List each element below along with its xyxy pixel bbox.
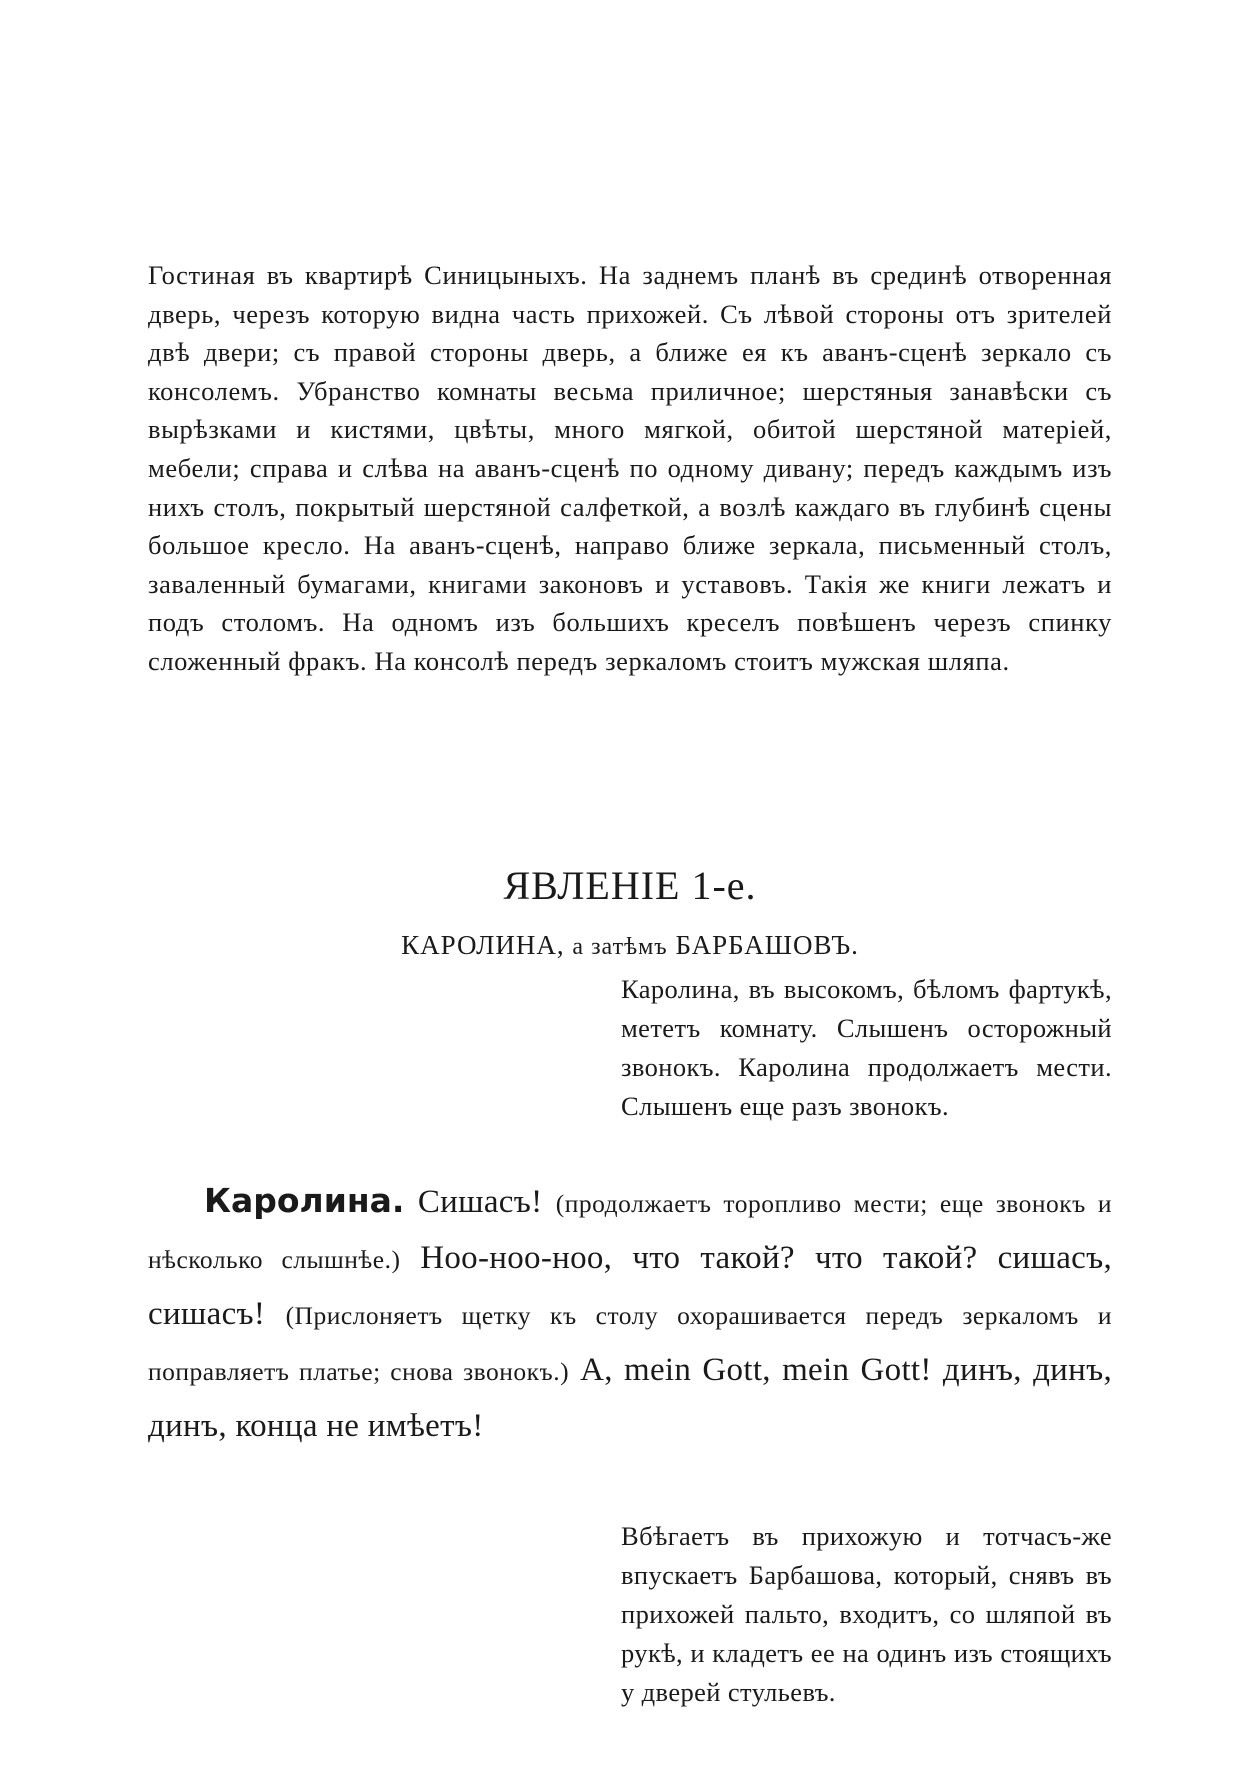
stage-direction: Гостиная въ квартирѣ Синицыныхъ. На заднемъ планѣ въ срединѣ отворенная дверь, черезъ которую видна часть прихожей. Съ лѣвой стороны отъ зрителей двѣ двери; съ правой стороны дверь, а ближе ея къ аванъ-сценѣ зеркало съ консолемъ. Убранство комнаты весьма приличное; шерстяныя занавѣски съ вырѣзками и кистями, цвѣты, много мягкой, обитой шерстяной матеріей, мебели; справа и слѣва на аванъ-сценѣ по одному дивану; передъ каждымъ изъ нихъ столъ, покрытый шерстяной салфеткой, а возлѣ каждаго въ глубинѣ сцены большое кресло. На аванъ-сценѣ, направо ближе зеркала, письменный столъ, заваленный бумагами, книгами законовъ и уставовъ. Такія же книги лежатъ и подъ столомъ. На одномъ изъ большихъ креселъ повѣшенъ черезъ спинку сложенный фракъ. На консолѣ передъ зеркаломъ стоитъ мужская шляпа. [148,260,1112,676]
character-barbashov: БАРБАШОВЪ. [675,930,859,960]
scene-title: ЯВЛЕНІЕ 1-е. [503,863,757,908]
speech-line-2: Ноо-ноо-ноо, что такой? что такой? сишасъ, сишасъ! [148,1240,1112,1332]
speech-direction-1: (продолжаетъ торопливо мести; еще звонокъ и нѣсколько слышнѣе.) [148,1189,1113,1274]
aside-direction-2: Вбѣгаетъ въ прихожую и тотчасъ-же впускаетъ Барбашова, который, снявъ въ прихожей пальто, входитъ, со шляпой въ рукѣ, и кладетъ ее на одинъ изъ стоящихъ у дверей стульевъ. [621,1521,1112,1707]
aside-direction-1: Каролина, въ высокомъ, бѣломъ фартукѣ, мететъ комнату. Слышенъ осторожный звонокъ. Каролина продолжаетъ мести. Слышенъ еще разъ звонокъ. [621,974,1112,1121]
speech-direction-2: (Прислоняетъ щетку къ столу охорашивается передъ зеркаломъ и поправляетъ платье; снова звонокъ.) [148,1301,1112,1386]
speaker-name: Каролина. [204,1181,405,1220]
speech-line-3: А, mein Gott, mein Gott! динъ, динъ, динъ, конца не имѣетъ! [148,1352,1113,1444]
speech-line-1: Сишасъ! [417,1184,543,1220]
speech-block [148,1174,1112,1453]
character-karolina: КАРОЛИНА, [401,930,565,960]
scene-characters [148,930,1112,961]
characters-join: а затѣмъ [572,934,668,960]
